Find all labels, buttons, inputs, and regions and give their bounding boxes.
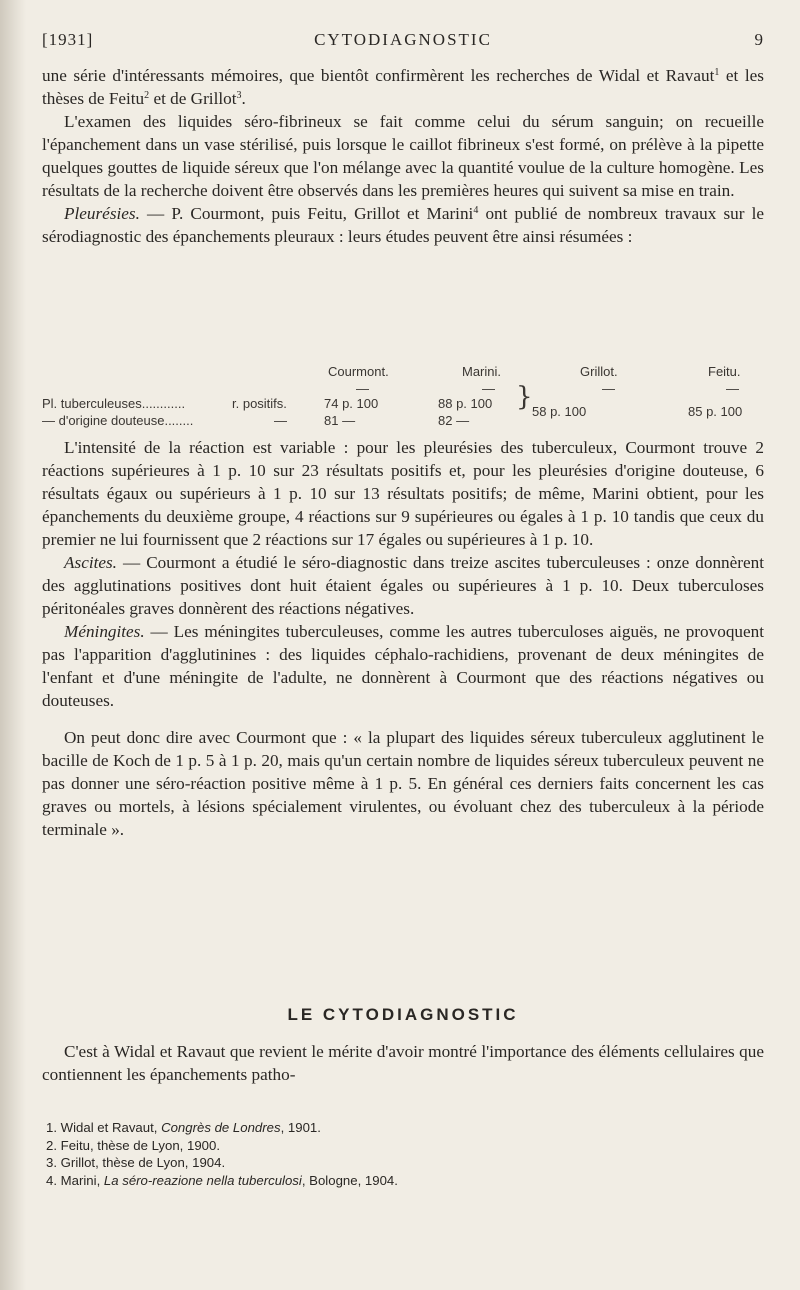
col-marini: Marini. bbox=[462, 364, 502, 379]
footnote-ref-3: 3 bbox=[236, 90, 242, 101]
col-dash: — bbox=[356, 381, 369, 396]
col-grillot: Grillot. bbox=[580, 364, 618, 379]
brace-symbol: } bbox=[516, 382, 533, 412]
cell-feitu: 85 p. 100 bbox=[688, 404, 743, 419]
heading-meningites: Méningites. bbox=[64, 622, 145, 641]
cell-grillot: 58 p. 100 bbox=[532, 404, 587, 419]
paragraph-4: L'intensité de la réaction est variable : pour les pleurésies des tuberculeux, Courmont trouve 2 réactions supérieures à 1 p. 10 sur 23 résultats positifs et, pour les pleurésies d'origine douteuse, 6 résultats égaux ou supérieurs à 1 p. 10 sur 13 résultats positifs; de même, Marini obtient, pour les épanchements du deuxième groupe, 4 réactions sur 9 supérieures ou égales à 1 p. 10 tandis que ceux du premier ne lui fournissent que 2 réactions sur 17 égales ou supérieures à 1 p. 10. bbox=[42, 438, 764, 549]
stats-table bbox=[42, 364, 764, 428]
footnote-3: 3. Grillot, thèse de Lyon, 1904. bbox=[46, 1155, 226, 1171]
paragraph-3: Pleurésies. — P. Courmont, puis Feitu, Grillot et Marini$^4$ ont publié de nombreux travaux sur le sérodiagnostic des épanchements pleuraux : leurs études peuvent être ainsi résumées : bbox=[42, 204, 764, 246]
cell-courmont-1: 74 p. 100 bbox=[324, 396, 379, 411]
body-middle bbox=[42, 436, 764, 841]
col-courmont: Courmont. bbox=[328, 364, 389, 379]
section-heading: LE CYTODIAGNOSTIC bbox=[287, 1005, 519, 1024]
cell-courmont-2: 81 — bbox=[324, 413, 356, 428]
paragraph-1: une série d'intéressants mémoires, que bientôt confirmèrent les recherches de Widal et Ravaut$^1$ et les thèses de Feitu$^2$ et de Grillot$^3$. bbox=[42, 66, 764, 108]
row-kind-positifs: r. positifs. bbox=[232, 396, 287, 411]
row-label-douteuse: — d'origine douteuse........ bbox=[42, 413, 194, 428]
footnote-1: 1. Widal et Ravaut, Congrès de Londres, 1901. bbox=[46, 1120, 321, 1135]
footnotes bbox=[42, 1119, 764, 1189]
body-bottom bbox=[42, 1040, 764, 1086]
heading-ascites: Ascites. bbox=[64, 553, 117, 572]
paragraph-7: On peut donc dire avec Courmont que : « la plupart des liquides séreux tuberculeux agglutinent le bacille de Koch de 1 p. 5 à 1 p. 20, mais qu'un certain nombre de liquides séreux tuberculeux peuvent ne pas donner une séro-réaction positive même à 1 p. 5. En général ces derniers faits concernent les cas graves ou mortels, à lésions spécialement virulentes, ou évoluant chez des tuberculeux à la période terminale ». bbox=[42, 728, 764, 839]
col-feitu: Feitu. bbox=[708, 364, 741, 379]
footnote-2: 2. Feitu, thèse de Lyon, 1900. bbox=[46, 1137, 221, 1153]
page-binding-shadow bbox=[0, 0, 26, 1290]
paragraph-8: C'est à Widal et Ravaut que revient le mérite d'avoir montré l'importance des éléments cellulaires que contiennent les épanchements patho- bbox=[42, 1042, 764, 1084]
heading-pleuresies: Pleurésies. bbox=[64, 204, 140, 223]
paragraph-6: Méningites. — Les méningites tuberculeuses, comme les autres tuberculoses aiguës, ne provoquent pas l'apparition d'agglutinines : des liquides céphalo-rachidiens, provenant de deux méningites de l'enfant et d'une méningite de l'adulte, ne donnèrent à Courmont que des réactions négatives ou douteuses. bbox=[42, 622, 764, 710]
body-top bbox=[42, 64, 764, 248]
header-title: CYTODIAGNOSTIC bbox=[314, 30, 492, 49]
running-header bbox=[42, 30, 764, 54]
cell-marini-1: 88 p. 100 bbox=[438, 396, 493, 411]
col-dash: — bbox=[602, 381, 615, 396]
paragraph-2: L'examen des liquides séro-fibrineux se fait comme celui du sérum sanguin; on recueille l'épanchement dans un vase stérilisé, puis lorsque le caillot fibrineux s'est formé, on prélève à la pipette quelques gouttes de liquide séreux que l'on mélange avec la quantité voulue de la culture homogène. Les résultats de la recherche doivent être observés dans les premières heures qui suivent sa mise en train. bbox=[42, 112, 764, 200]
col-dash: — bbox=[726, 381, 739, 396]
row-label-tuberculeuses: Pl. tuberculeuses............ bbox=[42, 396, 186, 411]
header-year: [1931] bbox=[42, 30, 94, 49]
footnote-ref-1: 1 bbox=[714, 67, 720, 78]
footnote-ref-2: 2 bbox=[144, 90, 150, 101]
footnote-4: 4. Marini, La séro-reazione nella tuberculosi, Bologne, 1904. bbox=[46, 1172, 398, 1188]
footnote-ref-4: 4 bbox=[473, 205, 479, 216]
col-dash: — bbox=[482, 381, 495, 396]
page-number: 9 bbox=[754, 30, 764, 49]
row-kind-dash: — bbox=[274, 413, 287, 428]
cell-marini-2: 82 — bbox=[438, 413, 470, 428]
paragraph-5: Ascites. — Courmont a étudié le séro-diagnostic dans treize ascites tuberculeuses : onze donnèrent des agglutinations positives dont huit étaient égales ou supérieures à 1 p. 10. Deux tuberculoses péritonéales graves donnèrent des réactions négatives. bbox=[42, 553, 764, 618]
